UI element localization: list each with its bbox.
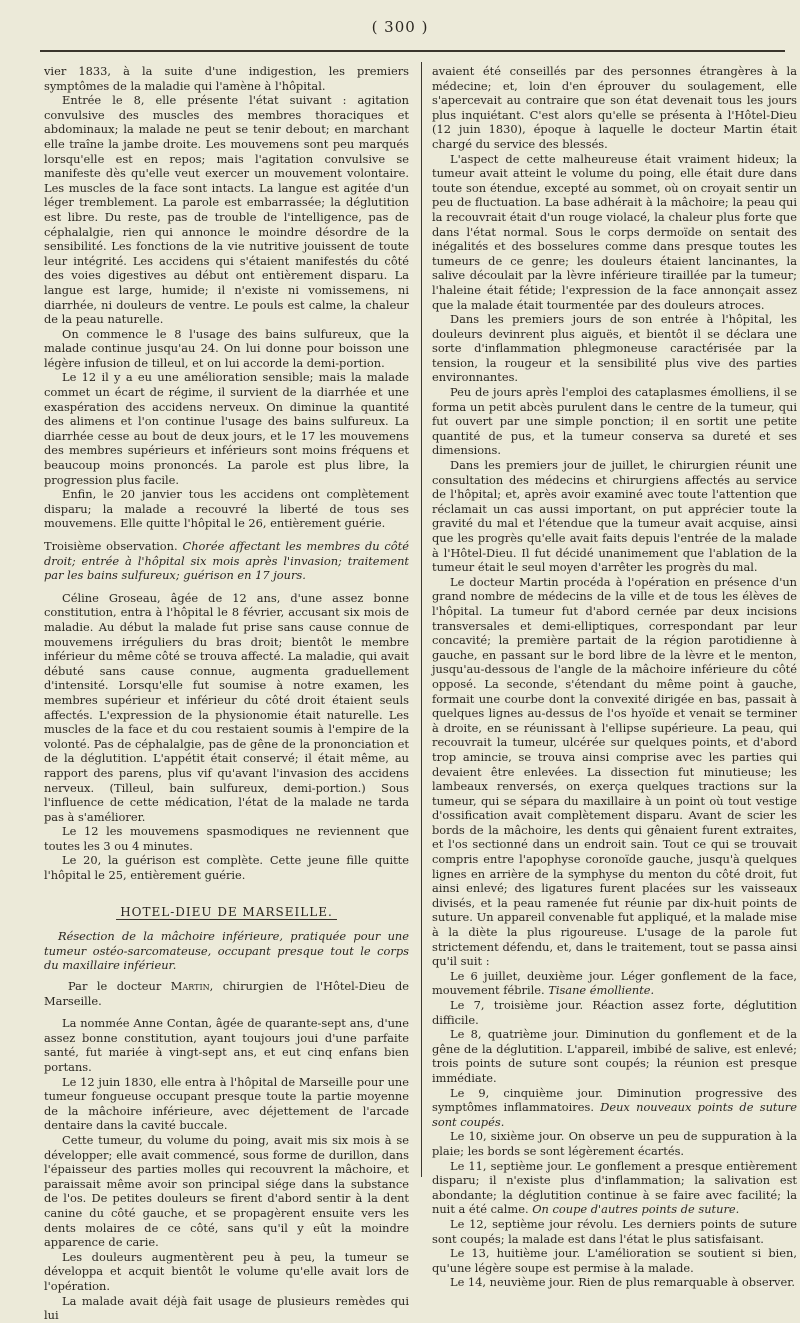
- paragraph: Le 12 il y a eu une amélioration sensible; mais la malade commet un écart de régime, il survient de la diarrhée et une exaspération des accidens nerveux. On diminue la quantité des alimens et l'on continue l'usage des bains sulfureux. La diarrhée cesse au bout de deux jours, et le 17 les mouvemens des membres supérieurs et inférieurs sont moins fréquens et beaucoup moins prononcés. La parole est plus libre, la progression plus facile.: [44, 370, 409, 487]
- article-subtitle: Résection de la mâchoire inférieure, pratiquée pour une tumeur ostéo-sarcomateuse, occupant presque tout le corps du maxillaire inférieur.: [44, 929, 409, 973]
- paragraph: avaient été conseillés par des personnes étrangères à la médecine; et, loin d'en éprouver du soulagement, elle s'apercevait au contraire que son état devenait tous les jours plus inquiétant. C'est alors qu'elle se présenta à l'Hôtel-Dieu (12 juin 1830), époque à laquelle le docteur Martin était chargé du service des blessés.: [432, 64, 797, 151]
- day-entry: Le 7, troisième jour. Réaction assez forte, déglutition difficile.: [432, 998, 797, 1027]
- day-text: Le 6 juillet, deuxième jour. Léger gonflement de la face, mouvement fébrile.: [432, 968, 797, 998]
- paragraph: Les douleurs augmentèrent peu à peu, la tumeur se développa et acquit bientôt le volume qu'elle avait lors de l'opération.: [44, 1249, 409, 1293]
- paragraph: L'aspect de cette malheureuse était vraiment hideux; la tumeur avait atteint le volume du poing, elle était dure dans toute son étendue, excepté au sommet, où on croyait sentir un peu de fluctuation. La base adhérait à la mâchoire; la peau qui la recouvrait était d'un rouge violacé, la chaleur plus forte que dans l'état normal. Sous le corps dermoïde on sentait des inégalités et des bosselures comme dans presque toutes les tumeurs de ce genre; les douleurs étaient lancinantes, la salive découlait par la lèvre inférieure tiraillée par la tumeur; l'haleine était fétide; l'expression de la face annonçait assez que la malade était tourmentée par des douleurs atroces.: [432, 151, 797, 312]
- page-number: ( 300 ): [371, 18, 429, 36]
- paragraph: Dans les premiers jours de son entrée à l'hôpital, les douleurs devinrent plus aiguës, et bientôt il se déclara une sorte d'inflammation phlegmoneuse caractérisée par la tension, la rougeur et la sensibilité plus vive des parties environnantes.: [432, 312, 797, 385]
- paragraph: On commence le 8 l'usage des bains sulfureux, que la malade continue jusqu'au 24. On lui donne pour boisson une légère infusion de tilleul, et on lui accorde la demi-portion.: [44, 326, 409, 370]
- day-text: Le 11, septième jour. Le gonflement a presque entièrement disparu; il n'existe plus d'inflammation; la salivation est abondante; la déglutition continue à se faire avec facilité; la nuit a été calme.: [432, 1158, 797, 1217]
- day-treatment: Deux nouveaux points de suture sont coupés.: [432, 1100, 797, 1129]
- paragraph: La malade avait déjà fait usage de plusieurs remèdes qui lui: [44, 1293, 409, 1323]
- observation-heading: [44, 539, 409, 583]
- paragraph: Entrée le 8, elle présente l'état suivant : agitation convulsive des muscles des membres thoraciques et abdominaux; la malade ne peut se tenir debout; en marchant elle traîne la jambe droite. Les mouvemens sont peu marqués lorsqu'elle est en repos; mais l'agitation convulsive se manifeste dès qu'elle veut exercer un mouvement volontaire. Les muscles de la face sont intacts. La langue est agitée d'un léger tremblement. La parole est embarrassée; la déglutition est libre. Du reste, pas de trouble de l'intelligence, pas de céphalalgie, rien qui annonce le moindre désordre de la sensibilité. Les fonctions de la vie nutritive jouissent de toute leur intégrité. Les accidens qui s'étaient manifestés du côté des voies digestives au début ont entièrement disparu. La langue est large, humide; il n'existe ni vomissemens, ni diarrhée, ni douleurs de ventre. Le pouls est calme, la chaleur de la peau naturelle.: [44, 93, 409, 327]
- header-rule: [40, 50, 785, 52]
- paragraph: Le 20, la guérison est complète. Cette jeune fille quitte l'hôpital le 25, entièrement guérie.: [44, 853, 409, 883]
- paragraph: Le 12 les mouvemens spasmodiques ne reviennent que toutes les 3 ou 4 minutes.: [44, 824, 409, 853]
- author-prefix: Par le docteur: [68, 979, 162, 994]
- right-column: [432, 64, 797, 1290]
- observation-title: Chorée affectant les membres du côté droit; entrée à l'hôpital six mois après l'invasion; traitement par les bains sulfureux; guérison en 17 jours.: [44, 539, 409, 583]
- left-column: [44, 64, 409, 1323]
- day-entry: [432, 1159, 797, 1217]
- paragraph: Le docteur Martin procéda à l'opération en présence d'un grand nombre de médecins de la ville et de tous les élèves de l'hôpital. La tumeur fut d'abord cernée par deux incisions transversales et demi-elliptiques, correspondant par leur concavité; la première partait de la région parotidienne à gauche, en passant sur le bord libre de la lèvre et le menton, jusqu'au-dessous de l'angle de la mâchoire inférieure du côté opposé. La seconde, s'étendant du même point à gauche, formait une courbe dont la convexité dirigée en bas, passait à quelques lignes au-dessus de l'os hyoïde et venait se terminer à droite, en se réunissant à l'ellipse supérieure. La peau, qui recouvrait la tumeur, ulcérée sur quelques points, et d'abord trop amincie, se trouva ainsi comprise avec les parties qui devaient être enlevées. La dissection fut minutieuse; les lambeaux renversés, on exerça quelques tractions sur la tumeur, qui se sépara du maxillaire à un point où tout vestige d'ossification avait complètement disparu. Avant de scier les bords de la mâchoire, les dents qui gênaient furent extraites, et l'os sectionné dans un endroit sain. Tout ce qui se trouvait compris entre l'apophyse coronoïde gauche, jusqu'à quelques lignes en arrière de la symphyse du menton du côté droit, fut ainsi enlevé; des ligatures furent placées sur les vaisseaux divisés, et la peau ramenée fut réunie par dix-huit points de suture. Un appareil convenable fut appliqué, et la malade mise à la diète la plus rigoureuse. L'usage de la parole fut strictement défendu, et, dans le traitement, tout se passa ainsi qu'il suit :: [432, 574, 797, 969]
- paragraph: Le 12 juin 1830, elle entra à l'hôpital de Marseille pour une tumeur fongueuse occupant presque toute la partie moyenne de la mâchoire inférieure, avec déjettement de l'arcade dentaire dans la cavité buccale.: [44, 1074, 409, 1133]
- paragraph: La nommée Anne Contan, âgée de quarante-sept ans, d'une assez bonne constitution, ayant toujours joui d'une parfaite santé, fut mariée à vingt-sept ans, et eut cinq enfans bien portans.: [44, 1016, 409, 1074]
- day-treatment: On coupe d'autres points de suture.: [532, 1202, 740, 1217]
- paragraph: Céline Groseau, âgée de 12 ans, d'une assez bonne constitution, entra à l'hôpital le 8 février, accusant six mois de maladie. Au début la malade fut prise sans cause connue de mouvemens irréguliers du bras droit; bientôt le membre inférieur du même côté se trouva affecté. La maladie, qui avait débuté sans cause connue, augmenta graduellement d'intensité. Lorsqu'elle fut soumise à notre examen, les membres supérieur et inférieur du côté droit étaient seuls affectés. L'expression de la physionomie était naturelle. Les muscles de la face et du cou restaient soumis à l'empire de la volonté. Pas de céphalalgie, pas de gêne de la prononciation et de la déglutition. L'appétit était conservé; il était même, au rapport des parens, plus vif qu'avant l'invasion des accidens nerveux. (Tilleul, bain sulfureux, demi-portion.) Sous l'influence de cette médication, l'état de la malade ne tarda pas à s'améliorer.: [44, 590, 409, 824]
- day-entry: [432, 1086, 797, 1130]
- section-title: HOTEL-DIEU DE MARSEILLE.: [116, 905, 337, 920]
- paragraph: Enfin, le 20 janvier tous les accidens ont complètement disparu; la malade a recouvré la liberté de tous ses mouvemens. Elle quitte l'hôpital le 26, entièrement guérie.: [44, 487, 409, 531]
- day-entry: Le 13, huitième jour. L'amélioration se soutient si bien, qu'une légère soupe est permise à la malade.: [432, 1246, 797, 1275]
- observation-label: Troisième observation.: [44, 539, 178, 553]
- day-entry: Le 10, sixième jour. On observe un peu de suppuration à la plaie; les bords se sont légèrement écartés.: [432, 1129, 797, 1158]
- author-suffix: , chirurgien de l'Hôtel-Dieu de Marseille.: [44, 979, 409, 1008]
- day-entry: Le 8, quatrième jour. Diminution du gonflement et de la gêne de la déglutition. L'appareil, imbibé de salive, est enlevé; trois points de suture sont coupés; la réunion est presque immédiate.: [432, 1027, 797, 1085]
- paragraph: vier 1833, à la suite d'une indigestion, les premiers symptômes de la maladie qui l'amène à l'hôpital.: [44, 64, 409, 93]
- paragraph: Dans les premiers jour de juillet, le chirurgien réunit une consultation des médecins et chirurgiens affectés au service de l'hôpital; et, après avoir examiné avec toute l'attention que réclamait un cas aussi important, on put apprécier toute la gravité du mal et l'étendue que la tumeur avait acquise, ainsi que les progrès qu'elle avait faits depuis l'entrée de la malade à l'Hôtel-Dieu. Il fut décidé unanimement que l'ablation de la tumeur était le seul moyen d'arrêter les progrès du mal.: [432, 458, 797, 575]
- author-name: Martin: [170, 979, 210, 994]
- day-entry: [432, 969, 797, 998]
- paragraph: Peu de jours après l'emploi des cataplasmes émolliens, il se forma un petit abcès purulent dans le centre de la tumeur, qui fut ouvert par une simple ponction; il en sortit une petite quantité de pus, et la tumeur conserva sa dureté et ses dimensions.: [432, 385, 797, 458]
- day-entry: Le 14, neuvième jour. Rien de plus remarquable à observer.: [450, 1275, 796, 1290]
- day-entry: Le 12, septième jour révolu. Les derniers points de suture sont coupés; la malade est dans l'état le plus satisfaisant.: [432, 1216, 797, 1246]
- day-text: Le 9, cinquième jour. Diminution progressive des symptômes inflammatoires.: [432, 1085, 797, 1115]
- column-divider: [421, 62, 422, 1177]
- paragraph: Cette tumeur, du volume du poing, avait mis six mois à se développer; elle avait commencé, sous forme de durillon, dans l'épaisseur des parties molles qui recouvrent la mâchoire, et paraissait même avoir son principal siége dans la substance de l'os. De petites douleurs se firent d'abord sentir à la dent canine du côté gauche, et se propagèrent ensuite vers les dents molaires de ce côté, sans qu'il y eût la moindre apparence de carie.: [44, 1132, 409, 1250]
- section-heading: [44, 905, 409, 920]
- author-line: [44, 979, 409, 1008]
- day-treatment: Tisane émolliente.: [548, 983, 655, 998]
